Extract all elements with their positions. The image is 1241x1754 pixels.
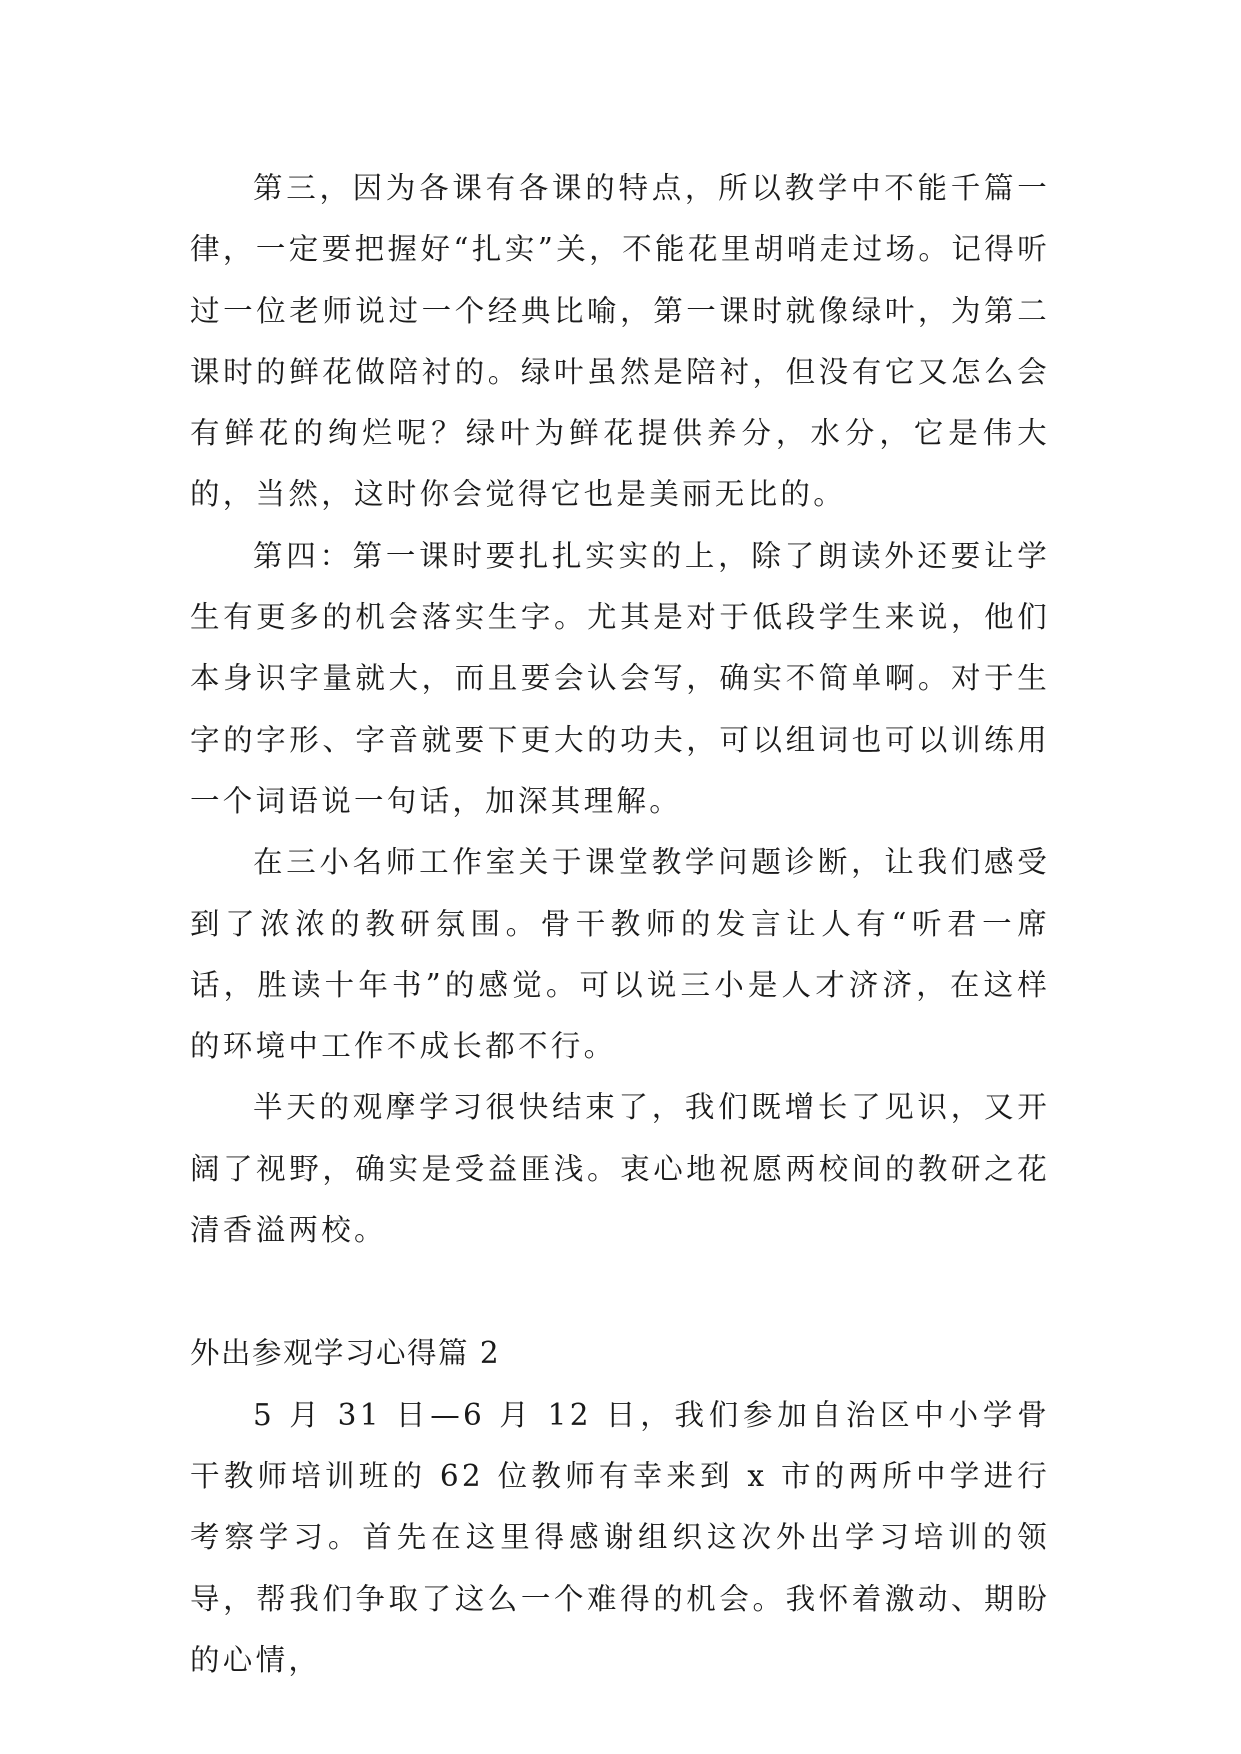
section-heading: 外出参观学习心得篇 2 [190,1336,501,1371]
paragraph: 第三，因为各课有各课的特点，所以教学中不能千篇一律，一定要把握好“扎实”关，不能花里胡哨走过场。记得听过一位老师说过一个经典比喻，第一课时就像绿叶，为第二课时的鲜花做陪衬的。绿叶虽然是陪衬，但没有它又怎么会有鲜花的绚烂呢？绿叶为鲜花提供养分，水分，它是伟大的，当然，这时你会觉得它也是美丽无比的。 [190,171,1050,512]
document-body [190,158,1050,1691]
paragraph: 在三小名师工作室关于课堂教学问题诊断，让我们感受到了浓浓的教研氛围。骨干教师的发言让人有“听君一席话，胜读十年书”的感觉。可以说三小是人才济济，在这样的环境中工作不成长都不行。 [190,845,1050,1064]
paragraph: 第四：第一课时要扎扎实实的上，除了朗读外还要让学生有更多的机会落实生字。尤其是对于低段学生来说，他们本身识字量就大，而且要会认会写，确实不简单啊。对于生字的字形、字音就要下更大的功夫，可以组词也可以训练用一个词语说一句话，加深其理解。 [190,538,1050,818]
paragraph: 5 月 31 日—6 月 12 日，我们参加自治区中小学骨干教师培训班的 62 位教师有幸来到 x 市的两所中学进行考察学习。首先在这里得感谢组织这次外出学习培训的领导，帮我们争取了这么一个难得的机会。我怀着激动、期盼的心情， [190,1397,1050,1677]
paragraph: 半天的观摩学习很快结束了，我们既增长了见识，又开阔了视野，确实是受益匪浅。衷心地祝愿两校间的教研之花清香溢两校。 [190,1090,1050,1248]
